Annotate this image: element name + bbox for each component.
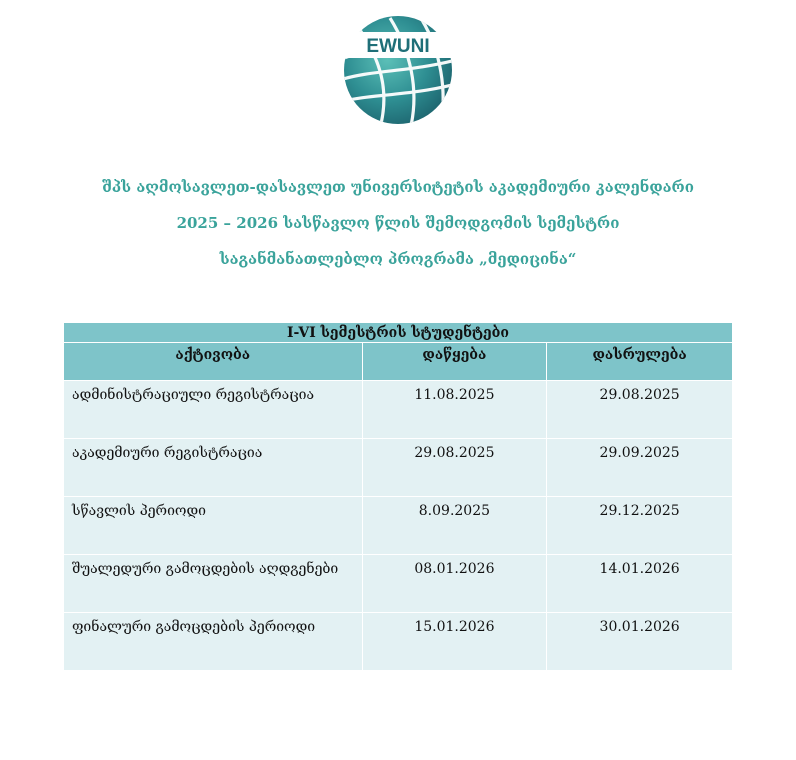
activity-cell: აკადემიური რეგისტრაცია xyxy=(64,439,363,497)
logo-text: EWUNI xyxy=(366,36,430,57)
start-date-cell: 08.01.2026 xyxy=(362,555,547,613)
end-date-cell: 29.09.2025 xyxy=(547,439,733,497)
header-line-1: შპს აღმოსავლეთ-დასავლეთ უნივერსიტეტის აკადემიური კალენდარი xyxy=(102,178,694,196)
activity-cell: სწავლის პერიოდი xyxy=(64,497,363,555)
end-date-cell: 29.08.2025 xyxy=(547,381,733,439)
activity-cell: შუალედური გამოცდების აღდგენები xyxy=(64,555,363,613)
start-date-cell: 29.08.2025 xyxy=(362,439,547,497)
start-date-cell: 8.09.2025 xyxy=(362,497,547,555)
table-header-row xyxy=(64,343,733,381)
table-title-row xyxy=(64,323,733,343)
academic-calendar-table xyxy=(63,322,733,671)
end-date-cell: 14.01.2026 xyxy=(547,555,733,613)
table-row xyxy=(64,381,733,439)
globe-icon xyxy=(340,10,456,126)
header-line-3: საგანმანათლებლო პროგრამა „მედიცინა“ xyxy=(219,250,577,268)
table-row xyxy=(64,613,733,671)
header-line-2: 2025 – 2026 სასწავლო წლის შემოდგომის სემესტრი xyxy=(176,214,620,232)
table-title: I-VI სემესტრის სტუდენტები xyxy=(64,323,733,343)
column-header-start: დაწყება xyxy=(362,343,547,381)
end-date-cell: 30.01.2026 xyxy=(547,613,733,671)
end-date-cell: 29.12.2025 xyxy=(547,497,733,555)
table-row xyxy=(64,439,733,497)
table-row xyxy=(64,497,733,555)
start-date-cell: 15.01.2026 xyxy=(362,613,547,671)
activity-cell: ადმინისტრაციული რეგისტრაცია xyxy=(64,381,363,439)
column-header-activity: აქტივობა xyxy=(64,343,363,381)
column-header-end: დასრულება xyxy=(547,343,733,381)
table-row xyxy=(64,555,733,613)
start-date-cell: 11.08.2025 xyxy=(362,381,547,439)
ewuni-logo xyxy=(340,10,456,126)
activity-cell: ფინალური გამოცდების პერიოდი xyxy=(64,613,363,671)
